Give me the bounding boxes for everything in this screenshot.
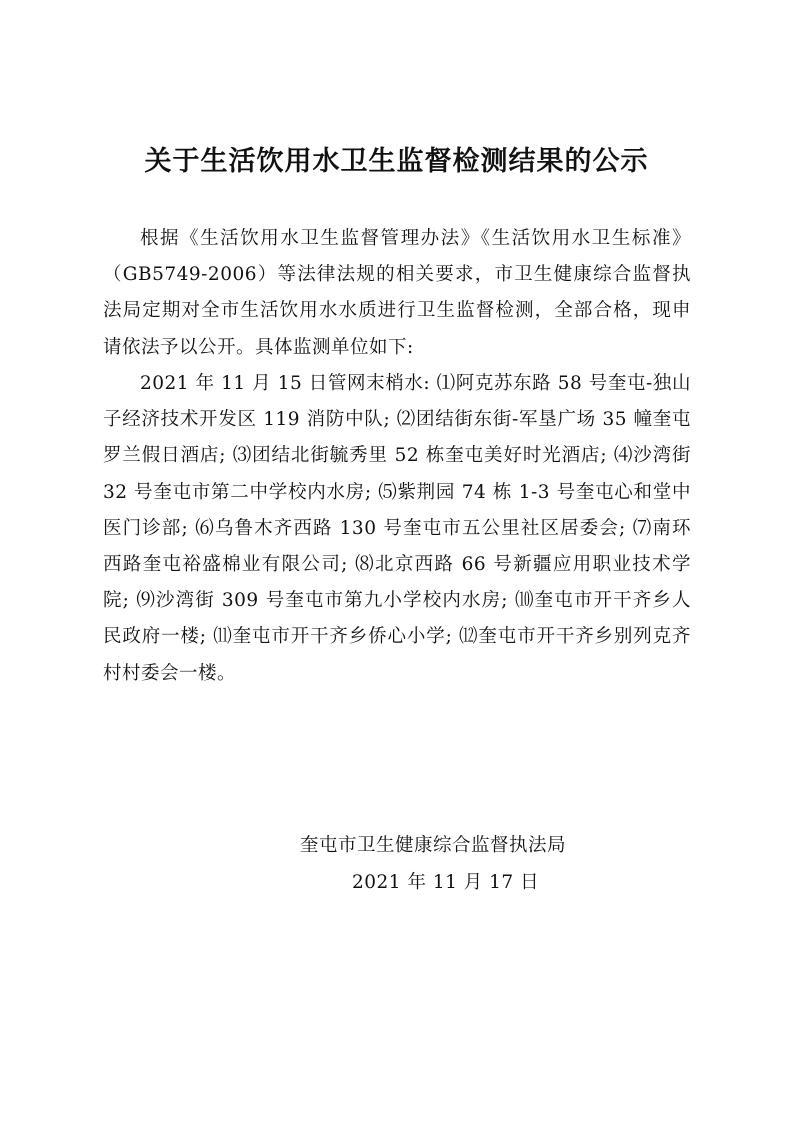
document-title: 关于生活饮用水卫生监督检测结果的公示 — [144, 146, 649, 177]
issue-date: 2021 年 11 月 17 日 — [352, 872, 540, 893]
intro-paragraph: 根据《生活饮用水卫生监督管理办法》《生活饮用水卫生标准》（GB5749-2006）等法律法规的相关要求，市卫生健康综合监督执法局定期对全市生活饮用水水质进行卫生监督检测，全部合格，现申请依法予以公开。具体监测单位如下: — [103, 228, 691, 358]
issuing-organization: 奎屯市卫生健康综合监督执法局 — [300, 835, 567, 856]
monitoring-sites-paragraph: 2021 年 11 月 15 日管网末梢水: ⑴阿克苏东路 58 号奎屯-独山子经济技术开发区 119 消防中队; ⑵团结街东街-军垦广场 35 幢奎屯罗兰假日酒店; ⑶团结北街毓秀里 52 栋奎屯美好时光酒店; ⑷沙湾街 32 号奎屯市第二中学校内水房; ⑸紫荆园 74 栋 1-3 号奎屯心和堂中医门诊部; ⑹乌鲁木齐西路 130 号奎屯市五公里社区居委会; ⑺南环西路奎屯裕盛棉业有限公司; ⑻北京西路 66 号新疆应用职业技术学院; ⑼沙湾街 309 号奎屯市第九小学校内水房; ⑽奎屯市开干齐乡人民政府一楼; ⑾奎屯市开干齐乡侨心小学; ⑿奎屯市开干齐乡别列克齐村村委会一楼。 — [103, 373, 691, 684]
